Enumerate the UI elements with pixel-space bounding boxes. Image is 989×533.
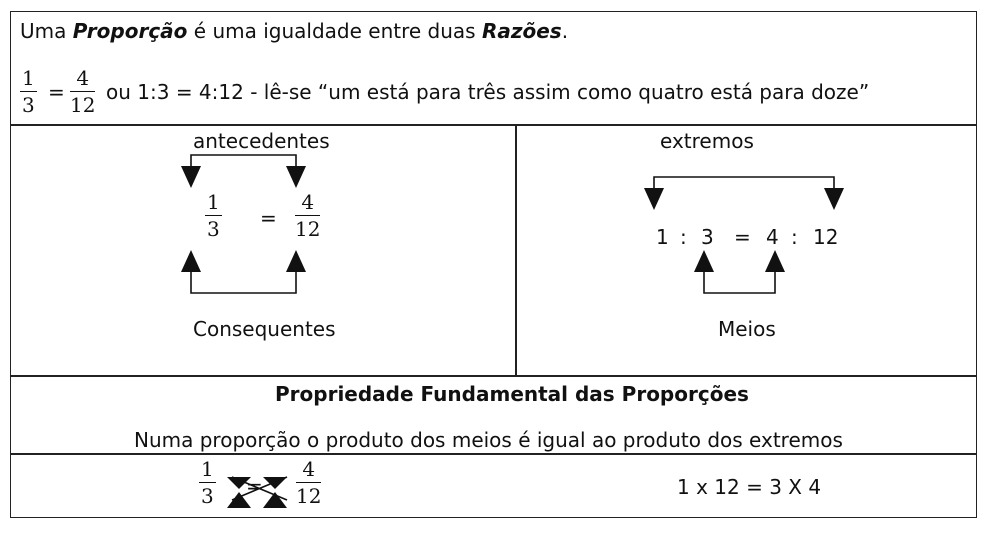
arrow-up-icon <box>765 250 785 272</box>
cross-arrow-icon <box>263 477 287 489</box>
extremos-bracket <box>654 177 834 188</box>
fraction-denominator: 12 <box>296 484 322 508</box>
ratio-token-colon-1: : <box>680 225 687 249</box>
meios-bracket <box>704 272 775 293</box>
definition-suffix: . <box>561 19 569 43</box>
fraction-denominator: 12 <box>70 93 96 117</box>
label-meios: Meios <box>718 317 776 341</box>
consequentes-bracket <box>191 272 296 293</box>
arrow-up-icon <box>694 250 714 272</box>
label-consequentes: Consequentes <box>193 317 336 341</box>
fraction-numerator: 1 <box>201 457 214 481</box>
definition-prefix: Uma <box>20 19 67 43</box>
bottom-equals: = <box>246 474 263 498</box>
example-reading: ou 1:3 = 4:12 - lê-se “um está para três assim como quatro está para doze” <box>106 80 870 104</box>
ratio-token-12: 12 <box>813 225 839 249</box>
fraction-denominator: 12 <box>295 217 321 241</box>
label-antecedentes: antecedentes <box>193 129 330 153</box>
fraction-denominator: 3 <box>22 93 35 117</box>
term-proporcao: Proporção <box>72 19 188 43</box>
fraction-denominator: 3 <box>201 484 214 508</box>
arrow-down-icon <box>181 166 201 188</box>
term-razoes: Razões <box>481 19 562 43</box>
example-equals: = <box>48 80 65 104</box>
fraction-numerator: 1 <box>207 190 220 214</box>
product-equation: 1 x 12 = 3 X 4 <box>677 475 822 499</box>
arrow-down-icon <box>644 188 664 210</box>
ratio-token-3: 3 <box>701 225 714 249</box>
fraction-numerator: 4 <box>296 457 321 483</box>
ratio-token-colon-2: : <box>791 225 798 249</box>
left-equals: = <box>260 206 277 230</box>
fraction-numerator: 4 <box>295 190 320 216</box>
fraction-numerator: 4 <box>70 66 95 92</box>
ratio-token-4: 4 <box>766 225 779 249</box>
definition-middle: é uma igualdade entre duas <box>193 19 476 43</box>
ratio-token-1: 1 <box>656 225 669 249</box>
label-extremos: extremos <box>660 129 754 153</box>
cross-arrow-icon <box>263 492 287 508</box>
antecedentes-bracket <box>191 155 296 166</box>
ratio-token-equals: = <box>734 225 751 249</box>
property-statement: Numa proporção o produto dos meios é igual ao produto dos extremos <box>134 428 843 452</box>
arrow-down-icon <box>286 166 306 188</box>
arrow-up-icon <box>181 250 201 272</box>
arrow-down-icon <box>824 188 844 210</box>
arrow-up-icon <box>286 250 306 272</box>
fraction-numerator: 1 <box>22 66 35 90</box>
fraction-denominator: 3 <box>207 217 220 241</box>
property-title: Propriedade Fundamental das Proporções <box>275 382 749 406</box>
